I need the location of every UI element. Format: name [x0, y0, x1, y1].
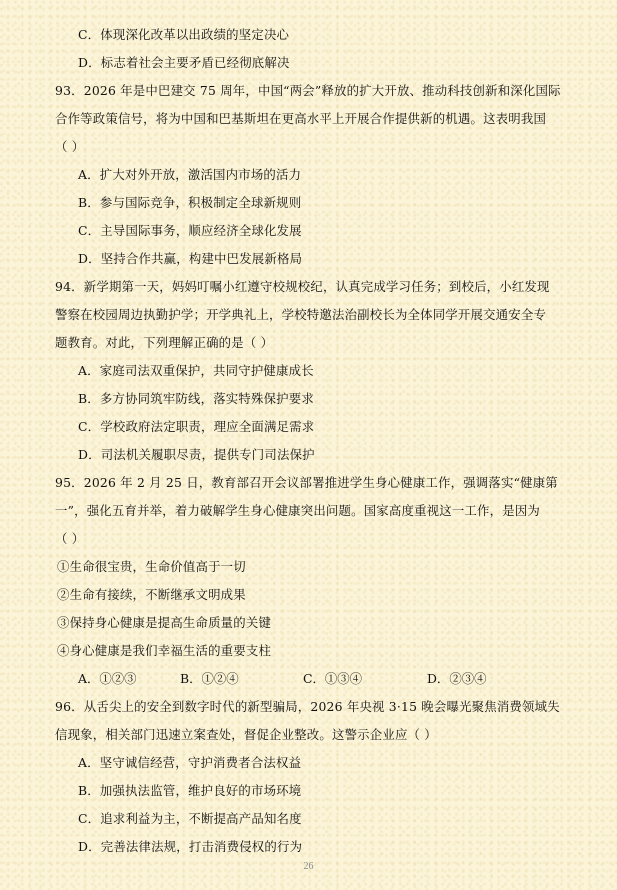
q95-choice-c: C．①③④	[303, 671, 363, 686]
q92-option-c: C．体现深化改革以出政绩的坚定决心	[78, 27, 290, 42]
q96-option-d: D．完善法律法规，打击消费侵权的行为	[78, 839, 303, 854]
q95-statement-3: ③保持身心健康是提高生命质量的关键	[57, 615, 272, 630]
q94-stem-line-2: 警察在校园周边执勤护学；开学典礼上，学校特邀法治副校长为全体同学开展交通安全专	[55, 307, 547, 322]
q96-stem-line-1: 96．从舌尖上的安全到数字时代的新型骗局，2026 年央视 3·15 晚会曝光聚焦消费领域失	[55, 699, 560, 714]
q94-option-b: B．多方协同筑牢防线，落实特殊保护要求	[78, 391, 314, 406]
q95-answer-blank: （ ）	[55, 531, 85, 546]
q95-choice-d: D．②③④	[427, 671, 487, 686]
q94-option-c: C．学校政府法定职责，理应全面满足需求	[78, 419, 315, 434]
page-number: 26	[303, 861, 314, 872]
q95-stem-line-1: 95．2026 年 2 月 25 日，教育部召开会议部署推进学生身心健康工作，强调落实“健康第	[55, 475, 558, 490]
q93-stem-line-2: 合作等政策信号，将为中国和巴基斯坦在更高水平上开展合作提供新的机遇。这表明我国	[55, 111, 547, 126]
q95-choice-a: A．①②③	[78, 671, 137, 686]
q94-option-d: D．司法机关履职尽责，提供专门司法保护	[78, 447, 315, 462]
q93-option-a: A．扩大对外开放，激活国内市场的活力	[78, 167, 302, 182]
q96-option-c: C．追求利益为主，不断提高产品知名度	[78, 811, 302, 826]
q94-option-a: A．家庭司法双重保护，共同守护健康成长	[78, 363, 314, 378]
q93-answer-blank: （ ）	[55, 139, 85, 154]
q94-stem-line-1: 94．新学期第一天，妈妈叮嘱小红遵守校规校纪，认真完成学习任务；到校后，小红发现	[55, 279, 550, 294]
q93-stem-line-1: 93．2026 年是中巴建交 75 周年，中国“两会”释放的扩大开放、推动科技创新和深化国际	[55, 83, 561, 98]
q96-stem-line-2: 信现象，相关部门迅速立案查处，督促企业整改。这警示企业应（ ）	[55, 727, 437, 742]
q95-statement-1: ①生命很宝贵，生命价值高于一切	[57, 559, 246, 574]
q96-option-a: A．坚守诚信经营，守护消费者合法权益	[78, 755, 302, 770]
q93-option-c: C．主导国际事务，顺应经济全球化发展	[78, 223, 302, 238]
q93-option-b: B．参与国际竞争，积极制定全球新规则	[78, 195, 302, 210]
q93-option-d: D．坚持合作共赢，构建中巴发展新格局	[78, 251, 303, 266]
q95-statement-4: ④身心健康是我们幸福生活的重要支柱	[57, 643, 272, 658]
q96-option-b: B．加强执法监管，维护良好的市场环境	[78, 783, 302, 798]
q92-option-d: D．标志着社会主要矛盾已经彻底解决	[78, 55, 290, 70]
q94-stem-line-3: 题教育。对此，下列理解正确的是（ ）	[55, 335, 274, 350]
q95-choice-b: B．①②④	[180, 671, 239, 686]
q95-stem-line-2: 一”，强化五育并举，着力破解学生身心健康突出问题。国家高度重视这一工作，是因为	[55, 503, 540, 518]
q95-statement-2: ②生命有接续，不断继承文明成果	[57, 587, 246, 602]
